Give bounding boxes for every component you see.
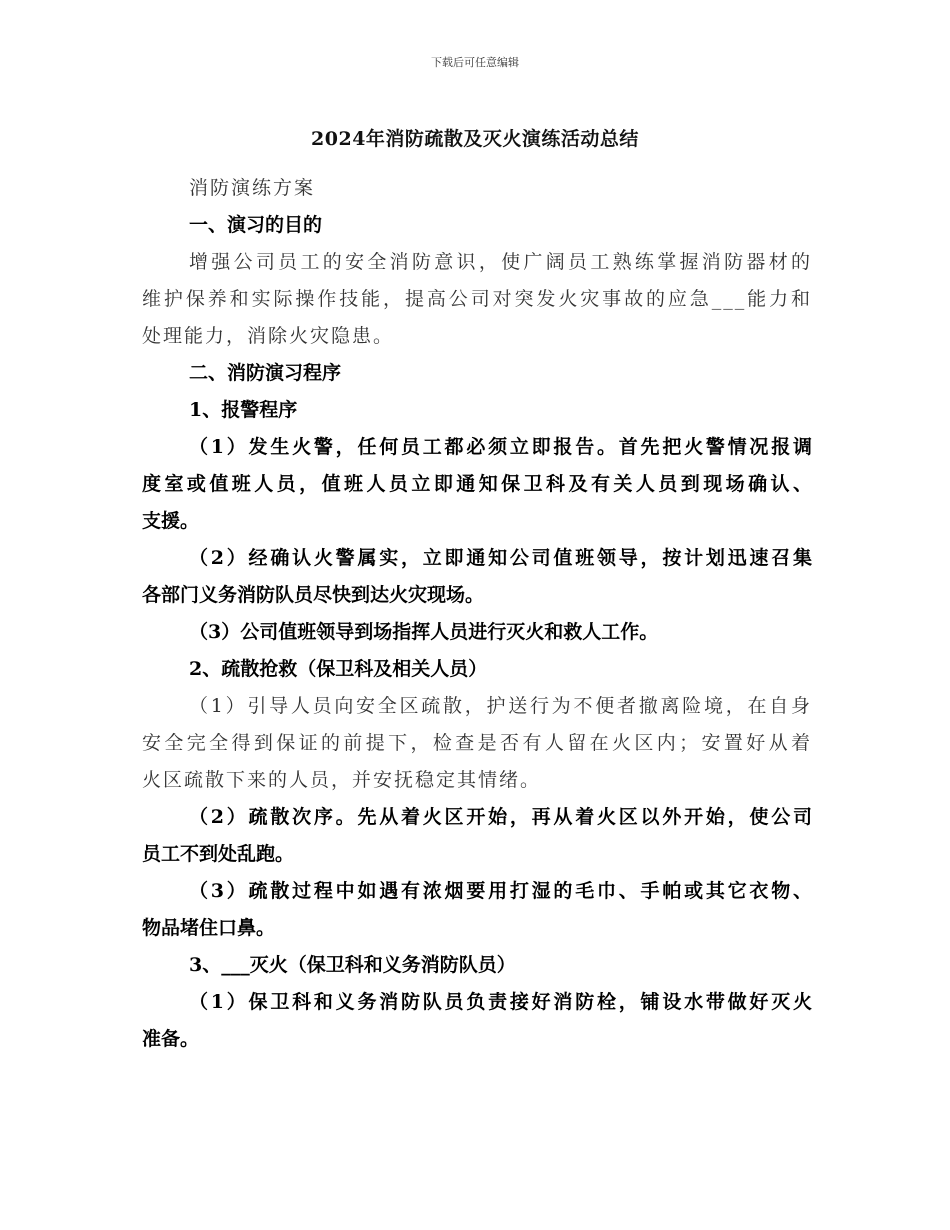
paragraph-line: （3）公司值班领导到场指挥人员进行灭火和救人工作。 (189, 621, 659, 643)
paragraph-line: 员工不到处乱跑。 (142, 843, 295, 865)
header-note: 下载后可任意编辑 (431, 56, 519, 69)
paragraph-line: 安全完全得到保证的前提下，检查是否有人留在火区内；安置好从着 (142, 732, 812, 754)
paragraph-line: （1）保卫科和义务消防队员负责接好消防栓，铺设水带做好灭火 (189, 991, 812, 1013)
paragraph-line: 处理能力，消除火灾隐患。 (142, 325, 395, 347)
paragraph-line: （1）引导人员向安全区疏散，护送行为不便者撤离险境，在自身 (189, 695, 812, 717)
document-body (142, 170, 812, 1058)
paragraph-line: （3）疏散过程中如遇有浓烟要用打湿的毛巾、手帕或其它衣物、 (189, 880, 812, 902)
paragraph-line: （1）发生火警，任何员工都必须立即报告。首先把火警情况报调 (189, 436, 812, 458)
subsection-heading: 3、___灭火（保卫科和义务消防队员） (189, 954, 516, 976)
paragraph-line: 准备。 (142, 1028, 200, 1050)
paragraph-line: （2）经确认火警属实，立即通知公司值班领导，按计划迅速召集 (189, 547, 812, 569)
document-title: 2024年消防疏散及灭火演练活动总结 (311, 128, 639, 150)
paragraph-line: 维护保养和实际操作技能，提高公司对突发火灾事故的应急___能力和 (142, 288, 812, 310)
paragraph-line: 支援。 (142, 510, 200, 532)
paragraph-line: 物品堵住口鼻。 (142, 917, 276, 939)
section-heading: 一、演习的目的 (189, 214, 323, 236)
paragraph-line: 火区疏散下来的人员，并安抚稳定其情绪。 (142, 769, 542, 791)
subsection-heading: 2、疏散抢救（保卫科及相关人员） (189, 658, 488, 680)
paragraph-line: （2）疏散次序。先从着火区开始，再从着火区以外开始，使公司 (189, 806, 812, 828)
subsection-heading: 1、报警程序 (189, 399, 298, 421)
paragraph-line: 消防演练方案 (189, 177, 316, 199)
paragraph-line: 增强公司员工的安全消防意识，使广阔员工熟练掌握消防器材的 (189, 251, 812, 273)
paragraph-line: 度室或值班人员，值班人员立即通知保卫科及有关人员到现场确认、 (142, 473, 812, 495)
section-heading: 二、消防演习程序 (189, 362, 342, 384)
paragraph-line: 各部门义务消防队员尽快到达火灾现场。 (142, 584, 485, 606)
